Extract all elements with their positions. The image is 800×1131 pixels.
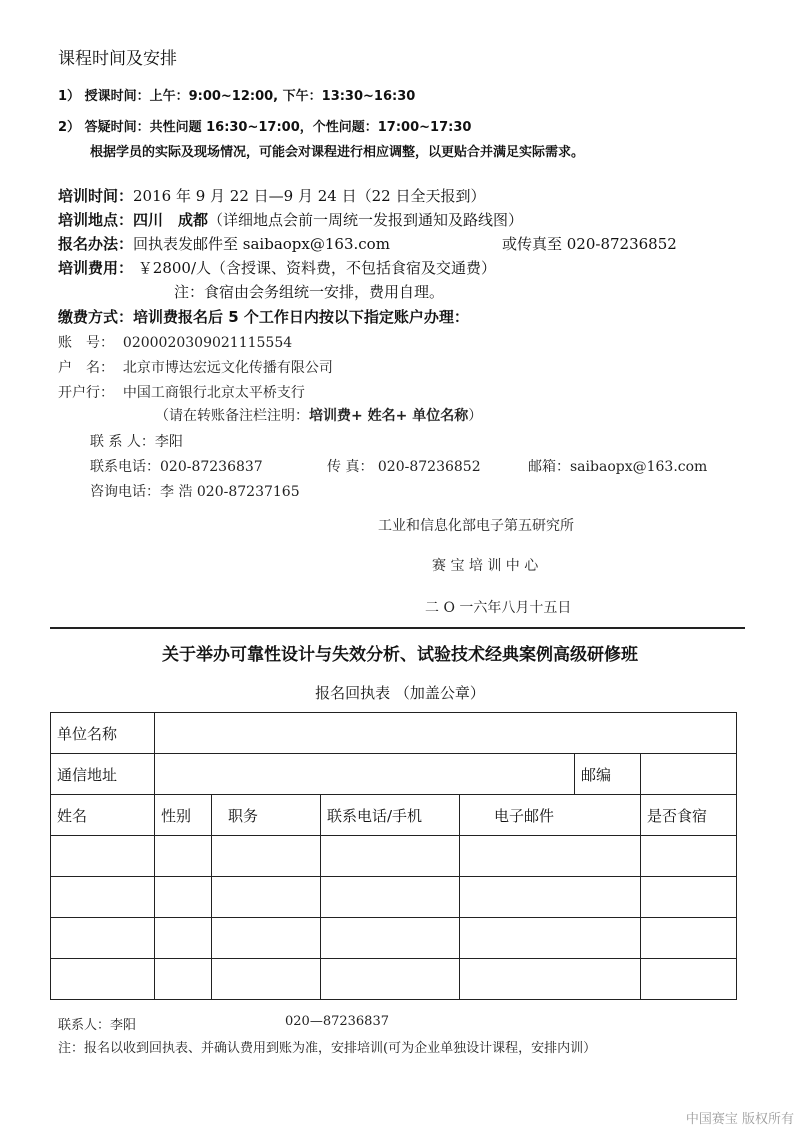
transfer-remark-prefix: （请在转账备注栏注明： bbox=[155, 408, 309, 424]
contact-phone: 联系电话：020-87236837 bbox=[90, 459, 263, 475]
contact-email: 邮箱：saibaopx@163.com bbox=[528, 459, 708, 475]
zip-label: 邮编 bbox=[575, 754, 641, 795]
col-header-lodging: 是否食宿 bbox=[641, 795, 737, 836]
account-name-value: 北京市博达宏远文化传播有限公司 bbox=[122, 360, 333, 376]
schedule-item-qa: 2） 答疑时间：共性问题 16:30~17:00，个性问题：17:00~17:30 bbox=[58, 120, 472, 135]
fee-note: 注：食宿由会务组统一安排，费用自理。 bbox=[174, 283, 445, 301]
account-label: 账 号： bbox=[58, 335, 114, 351]
address-input-cell[interactable] bbox=[155, 754, 575, 795]
fee-label: 培训费用： bbox=[58, 259, 134, 277]
cell-lodging[interactable] bbox=[641, 959, 737, 1000]
footer-note: 注：报名以收到回执表、并确认费用到账为准，安排培训(可为企业单独设计课程，安排内训） bbox=[58, 1041, 597, 1056]
bank-row bbox=[58, 382, 305, 402]
contact-fax: 传 真： 020-87236852 bbox=[327, 459, 481, 475]
cell-phone[interactable] bbox=[321, 918, 460, 959]
cell-gender[interactable] bbox=[155, 959, 212, 1000]
col-header-name: 姓名 bbox=[51, 795, 155, 836]
fee-row bbox=[58, 257, 496, 278]
footer-contact-person: 联系人：李阳 bbox=[58, 1018, 137, 1033]
signup-fax: 或传真至 020-87236852 bbox=[502, 235, 677, 253]
signup-value: 回执表发邮件至 saibaopx@163.com bbox=[133, 235, 390, 253]
col-header-phone: 联系电话/手机 bbox=[321, 795, 460, 836]
table-row bbox=[51, 877, 737, 918]
signup-row bbox=[58, 233, 390, 254]
cell-gender[interactable] bbox=[155, 836, 212, 877]
cell-position[interactable] bbox=[212, 877, 321, 918]
signup-label: 报名办法： bbox=[58, 235, 134, 253]
consult-phone: 咨询电话：李 浩 020-87237165 bbox=[90, 484, 300, 500]
zip-input-cell[interactable] bbox=[641, 754, 737, 795]
col-header-gender: 性别 bbox=[155, 795, 212, 836]
schedule-item-teaching: 1） 授课时间：上午：9:00~12:00, 下午：13:30~16:30 bbox=[58, 89, 416, 104]
registration-table bbox=[50, 712, 737, 1000]
address-row bbox=[51, 754, 737, 795]
cell-email[interactable] bbox=[460, 918, 641, 959]
account-name-row bbox=[58, 357, 333, 377]
cell-phone[interactable] bbox=[321, 836, 460, 877]
cell-email[interactable] bbox=[460, 836, 641, 877]
column-header-row bbox=[51, 795, 737, 836]
cell-email[interactable] bbox=[460, 877, 641, 918]
cell-phone[interactable] bbox=[321, 877, 460, 918]
account-value: 0200020309021115554 bbox=[122, 335, 293, 351]
cell-lodging[interactable] bbox=[641, 918, 737, 959]
bank-value: 中国工商银行北京太平桥支行 bbox=[122, 385, 305, 401]
transfer-remark-bold: 培训费+ 姓名+ 单位名称 bbox=[309, 408, 469, 424]
cell-gender[interactable] bbox=[155, 918, 212, 959]
unit-label: 单位名称 bbox=[51, 713, 155, 754]
section-divider bbox=[50, 627, 745, 629]
training-place-value: 四川 成都 bbox=[133, 211, 209, 229]
contact-person: 联 系 人：李阳 bbox=[90, 434, 183, 450]
payment-heading: 缴费方式：培训费报名后 5 个工作日内按以下指定账户办理： bbox=[58, 308, 469, 326]
table-row bbox=[51, 836, 737, 877]
transfer-remark-suffix: ） bbox=[468, 408, 483, 424]
cell-name[interactable] bbox=[51, 959, 155, 1000]
unit-row bbox=[51, 713, 737, 754]
cell-phone[interactable] bbox=[321, 959, 460, 1000]
training-time-row bbox=[58, 185, 485, 206]
fee-value: ￥2800/人（含授课、资料费，不包括食宿及交通费） bbox=[137, 259, 497, 277]
col-header-position: 职务 bbox=[212, 795, 321, 836]
training-time-label: 培训时间： bbox=[58, 187, 134, 205]
training-place-row bbox=[58, 209, 523, 230]
signature-date: 二 O 一六年八月十五日 bbox=[425, 600, 572, 616]
table-row bbox=[51, 918, 737, 959]
form-title: 关于举办可靠性设计与失效分析、试验技术经典案例高级研修班 bbox=[162, 645, 638, 665]
unit-input-cell[interactable] bbox=[155, 713, 737, 754]
training-time-value: 2016 年 9 月 22 日—9 月 24 日（22 日全天报到） bbox=[133, 187, 486, 205]
signature-center: 赛 宝 培 训 中 心 bbox=[432, 558, 539, 574]
cell-gender[interactable] bbox=[155, 877, 212, 918]
training-place-label: 培训地点： bbox=[58, 211, 134, 229]
cell-lodging[interactable] bbox=[641, 836, 737, 877]
account-row bbox=[58, 332, 292, 352]
cell-email[interactable] bbox=[460, 959, 641, 1000]
footer-contact-phone: 020—87236837 bbox=[285, 1014, 389, 1029]
col-header-email: 电子邮件 bbox=[460, 795, 641, 836]
cell-lodging[interactable] bbox=[641, 877, 737, 918]
signature-org: 工业和信息化部电子第五研究所 bbox=[378, 518, 574, 534]
address-label: 通信地址 bbox=[51, 754, 155, 795]
cell-position[interactable] bbox=[212, 918, 321, 959]
bank-label: 开户行： bbox=[58, 385, 114, 401]
form-subtitle: 报名回执表 （加盖公章） bbox=[315, 684, 485, 702]
cell-name[interactable] bbox=[51, 918, 155, 959]
schedule-note: 根据学员的实际及现场情况，可能会对课程进行相应调整，以更贴合并满足实际需求。 bbox=[90, 145, 585, 160]
cell-name[interactable] bbox=[51, 836, 155, 877]
table-row bbox=[51, 959, 737, 1000]
transfer-remark bbox=[155, 405, 482, 425]
cell-position[interactable] bbox=[212, 959, 321, 1000]
copyright-watermark: 中国赛宝 版权所有 bbox=[685, 1112, 794, 1127]
schedule-heading: 课程时间及安排 bbox=[58, 49, 177, 69]
cell-position[interactable] bbox=[212, 836, 321, 877]
training-place-note: （详细地点会前一周统一发报到通知及路线图） bbox=[208, 211, 524, 229]
cell-name[interactable] bbox=[51, 877, 155, 918]
account-name-label: 户 名： bbox=[58, 360, 114, 376]
